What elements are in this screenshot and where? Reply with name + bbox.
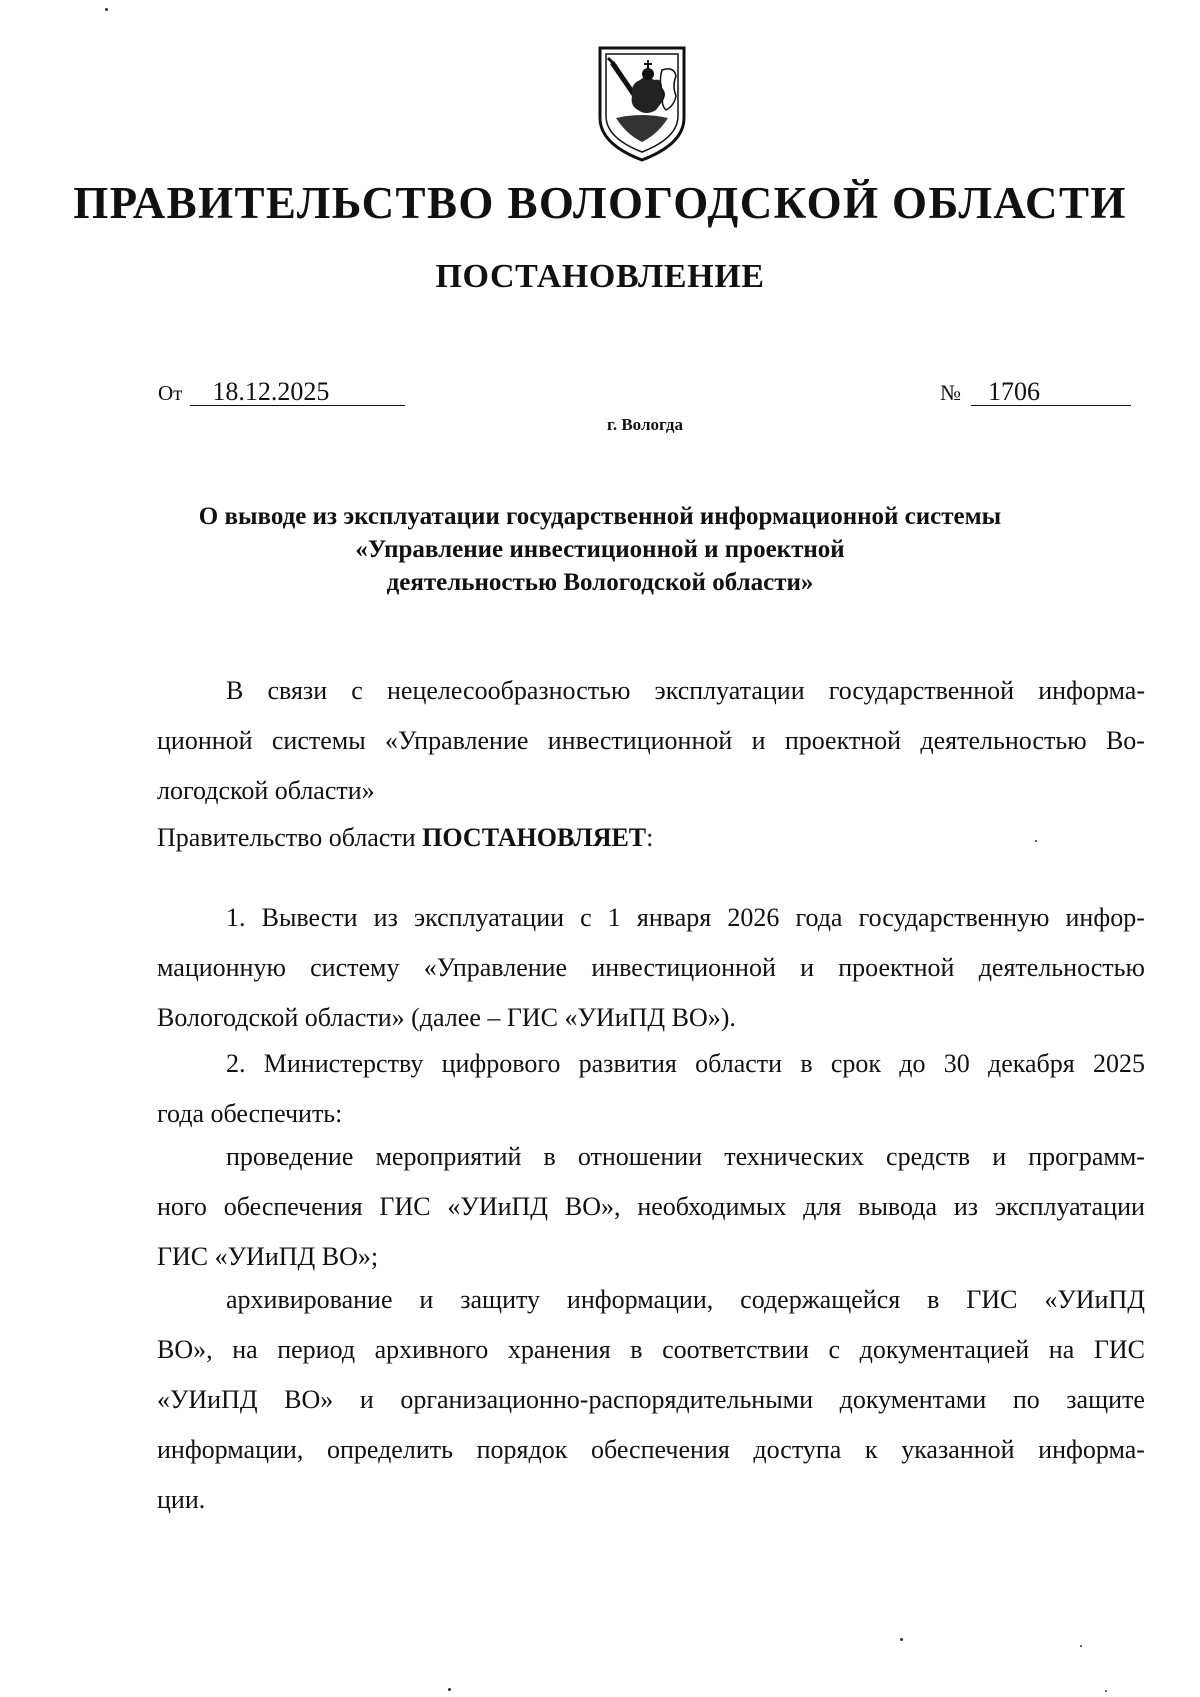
subject-line: «Управление инвестиционной и проектной — [355, 536, 845, 563]
text-line — [157, 1375, 1145, 1425]
word: по — [1012, 1385, 1040, 1414]
word: систему — [310, 953, 400, 982]
word: обеспечения — [590, 1435, 730, 1464]
word: информа- — [1038, 676, 1145, 705]
word: соответствии — [662, 1335, 809, 1364]
word: информа- — [1038, 1435, 1145, 1464]
word: с — [580, 903, 592, 932]
text-line: ГИС «УИиПД ВО»; — [157, 1242, 379, 1271]
word: связи — [267, 676, 328, 705]
decree-tail: : — [646, 823, 654, 852]
word: в — [800, 1049, 813, 1078]
word: на — [232, 1335, 258, 1364]
word: «Управление — [385, 726, 529, 755]
word: документацией — [859, 1335, 1030, 1364]
document-subject — [0, 500, 1200, 599]
word: информации, — [566, 1285, 714, 1314]
word: и — [751, 726, 766, 755]
number-value: 1706 — [971, 379, 1131, 406]
word: января — [636, 903, 712, 932]
word: с — [828, 1335, 841, 1364]
scan-speck — [1105, 1690, 1107, 1692]
word: 30 — [943, 1049, 970, 1078]
text-line — [157, 716, 1145, 766]
text-line — [157, 893, 1145, 943]
word: инфор- — [1065, 903, 1145, 932]
word: деятельностью — [920, 726, 1087, 755]
word: архивного — [374, 1335, 489, 1364]
word: и — [359, 1385, 374, 1414]
preamble-paragraph — [157, 666, 1145, 816]
word: эксплуатации — [413, 903, 565, 932]
word: проектной — [838, 953, 955, 982]
decree-lead: Правительство области — [157, 823, 416, 852]
item-2-paragraph — [157, 1039, 1145, 1139]
document-type: ПОСТАНОВЛЕНИЕ — [435, 258, 765, 295]
number-prefix: № — [940, 380, 961, 405]
text-line: года обеспечить: — [157, 1099, 343, 1128]
document-date — [158, 379, 405, 406]
item-2a-paragraph — [157, 1132, 1145, 1282]
word: государственную — [858, 903, 1050, 932]
word: содержащейся — [740, 1285, 901, 1314]
text-line — [157, 666, 1145, 716]
word: срок — [830, 1049, 882, 1078]
word: «УИиПД — [1044, 1285, 1145, 1314]
word: защиту — [460, 1285, 540, 1314]
word: указанной — [901, 1435, 1015, 1464]
word: 2. — [226, 1049, 246, 1078]
text-line: ции. — [157, 1485, 206, 1514]
word: развития — [578, 1049, 677, 1078]
date-value: 18.12.2025 — [190, 379, 405, 406]
word: проектной — [784, 726, 902, 755]
word: «УИиПД — [447, 1192, 549, 1221]
word: государственной — [828, 676, 1015, 705]
word: с — [351, 676, 363, 705]
word: отношении — [577, 1142, 703, 1171]
word: «УИиПД — [157, 1385, 258, 1414]
word: и — [800, 953, 814, 982]
text-line: логодской области» — [157, 776, 375, 805]
word: период — [277, 1335, 356, 1364]
word: необходимых — [637, 1192, 787, 1221]
word: эксплуатации — [654, 676, 805, 705]
subject-line: О выводе из эксплуатации государственной информационной системы — [198, 503, 1002, 530]
word: ГИС — [379, 1192, 431, 1221]
word: доступа — [753, 1435, 842, 1464]
word: мероприятий — [375, 1142, 522, 1171]
word: средств — [886, 1142, 971, 1171]
word: защите — [1066, 1385, 1145, 1414]
text-line — [157, 1132, 1145, 1182]
word: обеспечения — [223, 1192, 363, 1221]
word: Министерству — [263, 1049, 424, 1078]
word: цифрового — [441, 1049, 561, 1078]
word: на — [1048, 1335, 1075, 1364]
word: деятельностью — [978, 953, 1145, 982]
word: области — [695, 1049, 783, 1078]
word: 2026 — [727, 903, 780, 932]
word: документами — [839, 1385, 987, 1414]
text-line — [157, 1182, 1145, 1232]
word: организационно-распорядительными — [400, 1385, 814, 1414]
scan-speck — [900, 1638, 903, 1641]
word: ционной — [157, 726, 253, 755]
word: архивирование — [226, 1285, 393, 1314]
word: ВО», — [157, 1335, 213, 1364]
word: системы — [271, 726, 366, 755]
word: вывода — [858, 1192, 938, 1221]
word: к — [864, 1435, 878, 1464]
government-title: ПРАВИТЕЛЬСТВО ВОЛОГОДСКОЙ ОБЛАСТИ — [73, 178, 1127, 228]
word: хранения — [507, 1335, 611, 1364]
text-line — [157, 1325, 1145, 1375]
subject-line: деятельностью Вологодской области» — [386, 569, 814, 596]
word: нецелесообразностью — [386, 676, 631, 705]
document-number — [940, 379, 1131, 406]
word: мационную — [157, 953, 286, 982]
word: из — [373, 903, 398, 932]
word: ГИС — [1093, 1335, 1145, 1364]
text-line: Вологодской области» (далее – ГИС «УИиПД ВО»). — [157, 1003, 736, 1032]
word: информации, — [157, 1435, 304, 1464]
scan-speck — [448, 1688, 451, 1691]
word: ГИС — [966, 1285, 1018, 1314]
word: до — [899, 1049, 926, 1078]
word: «Управление — [423, 953, 568, 982]
word: в — [630, 1335, 643, 1364]
word: инвестиционной — [591, 953, 776, 982]
text-line — [157, 1039, 1145, 1089]
word: программ- — [1028, 1142, 1145, 1171]
item-2b-paragraph — [157, 1275, 1145, 1525]
word: Во- — [1105, 726, 1145, 755]
word: и — [419, 1285, 434, 1314]
word: технических — [724, 1142, 864, 1171]
scan-speck — [105, 8, 108, 11]
word: 1 — [607, 903, 621, 932]
word: декабря — [988, 1049, 1075, 1078]
date-prefix: От — [158, 381, 183, 405]
decree-line — [157, 813, 1145, 863]
word: в — [927, 1285, 940, 1314]
scan-speck — [1035, 840, 1037, 842]
word: 1. — [226, 903, 246, 932]
city: г. Вологда — [607, 415, 683, 434]
word: для — [803, 1192, 842, 1221]
word: В — [226, 676, 244, 705]
word: года — [795, 903, 843, 932]
word: Вывести — [261, 903, 358, 932]
word: и — [992, 1142, 1007, 1171]
decree-verb: ПОСТАНОВЛЯЕТ — [422, 823, 647, 852]
text-line — [157, 1425, 1145, 1475]
word: в — [543, 1142, 556, 1171]
scan-speck — [1080, 1645, 1082, 1647]
word: инвестиционной — [547, 726, 733, 755]
text-line — [157, 1275, 1145, 1325]
word: эксплуатации — [994, 1192, 1145, 1221]
word: из — [953, 1192, 979, 1221]
word: порядок — [476, 1435, 568, 1464]
coat-of-arms-icon — [596, 44, 688, 164]
word: ВО», — [564, 1192, 621, 1221]
word: определить — [326, 1435, 453, 1464]
word: ВО» — [284, 1385, 334, 1414]
word: проведение — [226, 1142, 354, 1171]
text-line — [157, 943, 1145, 993]
word: ного — [157, 1192, 207, 1221]
item-1-paragraph — [157, 893, 1145, 1043]
word: 2025 — [1092, 1049, 1145, 1078]
